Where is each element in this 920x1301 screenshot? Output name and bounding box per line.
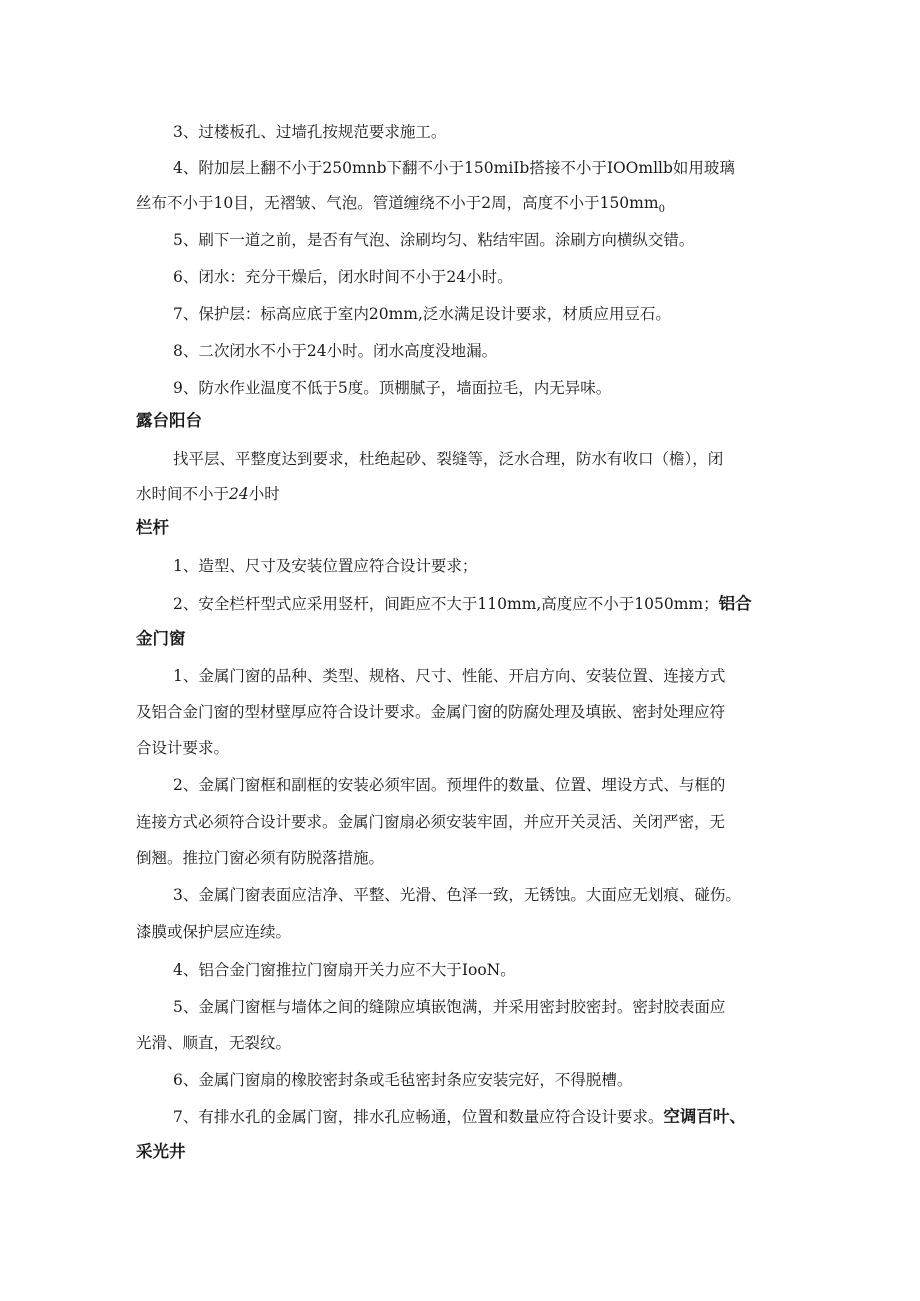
waterproof-item-6: 6、闭水：充分干燥后，闭水时间不小于24小时。	[173, 268, 513, 286]
terrace-text-b: 小时	[248, 485, 280, 503]
waterproof-item-9: 9、防水作业温度不低于5度。顶棚腻子，墙面拉毛，内无异味。	[173, 379, 612, 397]
railing-item-2	[173, 593, 752, 615]
aluminum-item-7	[173, 1106, 746, 1128]
railing-item-1: 1、造型、尺寸及安装位置应符合设计要求；	[173, 557, 478, 575]
aluminum-item-2-line2: 连接方式必须符合设计要求。金属门窗扇必须安装牢固，并应开关灵活、关闭严密，无	[136, 813, 726, 831]
waterproof-item-4-text: 丝布不小于10目，无褶皱、气泡。管道缠绕不小于2周，高度不小于150mm	[136, 194, 659, 212]
railing-item-2-text: 2、安全栏杆型式应采用竖杆，间距应不大于110mm,高度应不小于1050mm；	[173, 595, 719, 613]
terrace-paragraph-line2	[136, 483, 280, 505]
waterproof-item-4-line1: 4、附加层上翻不小于250mnb下翻不小于150miIb搭接不小于IOOmllb如用玻璃	[173, 159, 735, 177]
aluminum-item-2-line1: 2、金属门窗框和副框的安装必须牢固。预埋件的数量、位置、埋设方式、与框的	[173, 776, 726, 794]
waterproof-item-4-subscript: 0	[658, 204, 665, 216]
aluminum-item-2-line3: 倒翘。推拉门窗必须有防脱落措施。	[136, 849, 385, 867]
waterproof-item-5: 5、刷下一道之前，是否有气泡、涂刷均匀、粘结牢固。涂刷方向横纵交错。	[173, 231, 695, 249]
aluminum-item-3-line1: 3、金属门窗表面应洁净、平整、光滑、色泽一致，无锈蚀。大面应无划痕、碰伤。	[173, 886, 741, 904]
waterproof-item-3: 3、过楼板孔、过墙孔按规范要求施工。	[173, 123, 447, 141]
railing-heading: 栏杆	[136, 518, 169, 537]
terrace-paragraph-line1: 找平层、平整度达到要求，杜绝起砂、裂缝等，泛水合理，防水有收口（檐），闭	[173, 450, 724, 468]
aluminum-heading-part2: 金门窗	[136, 629, 186, 648]
aluminum-item-1-line2: 及铝合金门窗的型材壁厚应符合设计要求。金属门窗的防腐处理及填嵌、密封处理应符	[136, 703, 726, 721]
terrace-heading: 露台阳台	[136, 411, 202, 430]
ac-louver-heading-part1: 空调百叶、	[663, 1107, 746, 1126]
ac-louver-heading-part2: 采光井	[136, 1142, 186, 1161]
aluminum-item-3-line2: 漆膜或保护层应连续。	[136, 923, 292, 941]
aluminum-item-6: 6、金属门窗扇的橡胶密封条或毛毡密封条应安装完好，不得脱槽。	[173, 1071, 633, 1089]
aluminum-item-5-line1: 5、金属门窗框与墙体之间的缝隙应填嵌饱满，并采用密封胶密封。密封胶表面应	[173, 998, 726, 1016]
aluminum-item-5-line2: 光滑、顺直，无裂纹。	[136, 1034, 292, 1052]
waterproof-item-7: 7、保护层：标高应底于室内20mm,泛水满足设计要求，材质应用豆石。	[173, 305, 671, 323]
aluminum-item-1-line1: 1、金属门窗的品种、类型、规格、尺寸、性能、开启方向、安装位置、连接方式	[173, 667, 726, 685]
aluminum-heading-part1: 铝合	[718, 594, 752, 613]
waterproof-item-4-line2	[136, 192, 665, 221]
aluminum-item-1-line3: 合设计要求。	[136, 739, 230, 757]
terrace-text-a: 水时间不小于	[136, 485, 230, 503]
aluminum-item-4: 4、铝合金门窗推拉门窗扇开关力应不大于IooN。	[173, 961, 516, 979]
aluminum-item-7-text: 7、有排水孔的金属门窗，排水孔应畅通，位置和数量应符合设计要求。	[173, 1108, 664, 1126]
terrace-hours-number: 24	[229, 485, 249, 503]
waterproof-item-8: 8、二次闭水不小于24小时。闭水高度没地漏。	[173, 342, 498, 360]
